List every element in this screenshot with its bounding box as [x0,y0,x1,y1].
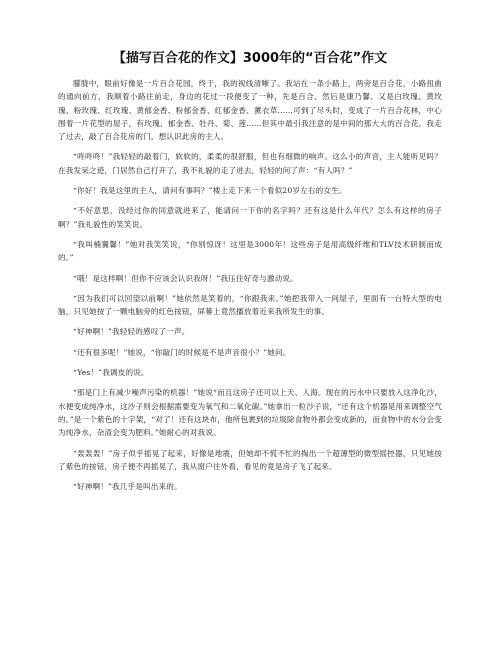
paragraph: “你好！我是这里的主人，请问有事吗？”楼上走下来一个看似20岁左右的女生。 [73,186,347,196]
paragraph: “还有很多呢！”她说，“你敲门的时候是不是声音很小？”她问。 [73,347,291,357]
paragraph: “轰轰轰！”房子似乎摇晃了起来，好像是地震，但她却不慌不忙的掏出一个超薄型的微型摇控器，只见她按了紫色的按钮，房子便不再摇晃了，我从窗户往外看，看见的竟是房子飞了起来。 [58,448,442,471]
paragraph: “因为我们可以回望以前啊！”她依然是笑着的，“你跟我来。”她把我带入一间屋子，里面有一台特大型的电脑，只见她按了一颗电脑旁的红色按钮，屏幕上竟然播放着近来我所发生的事。 [58,293,442,317]
essay-title: 【描写百合花的作文】3000年的“百合花”作文 [112,51,388,66]
paragraph: 朦胧中，眼前好像是一片百合花园，终于，我的视线清晰了。我站在一条小路上，两旁是百合花，小路扭曲的通向前方，我顺着小路往前走，身边的花过一段便变了一种，先是百合、然后是康乃馨、又是白玫瑰、黄玫瑰、粉玫瑰、红玫瑰、黄郁金香、粉郁金香、红郁金香、薰衣草……可到了尽头时，变成了一片百合花林，中心围着一片花型的屋子，有玫瑰、郁金香、牡丹、菊、莲……但其中最引我注意的是中间的那大大的百合花。我走了过去，敲了百合花房的门，想认识此房的主人。 [58,79,442,142]
paragraph: “好神啊！”我轻轻的感叹了一声。 [73,327,190,337]
paragraph: “好神啊！”我几乎是叫出来的。 [73,482,182,492]
paragraph: “我叫楠翼馨！”她对我笑笑说，“你别惊讶！这里是3000年！这些房子是用高级纤维和TLV技术研制而成的。” [58,239,442,263]
paragraph: “Yes！”我调皮的说。 [73,368,149,378]
paragraph: “不好意思，没经过你的同意就进来了，能请问一下你的名字吗？还有这是什么年代？怎么有这样的房子啊？”我礼貌性的笑笑说。 [58,206,442,229]
paragraph: “咚咚咚！”我轻轻的敲着门，软软的，柔柔的很舒服，但也有细微的响声。这么小的声音，主人能听见吗？在我发呆之迹，门居然自己打开了，我不礼貌的走了进去，轻轻的问了声：“有人吗？” [58,152,442,175]
paragraph: “那是门上有减少噪声污染的机器！”她说“而且这房子还可以上天、入海。现在的污水中只要放入这净化沙，水便变成纯净水，这沙子则会根据需要变为氧气和二氧化碳。”她拿出一粒沙子说，“还有这个机器是用来调整空气的。”是一个紫色的十字架，“对了！还有这块布，他所包裹到的垃圾除食物外都会变成新的，而食物中的水分会变为纯净水，杂渣会变为肥料。”她耐心的对我说。 [58,388,442,438]
paragraph: “哦！是这样啊！但你不应该会认识我呀！”我压住好奇与激动说。 [73,273,298,283]
